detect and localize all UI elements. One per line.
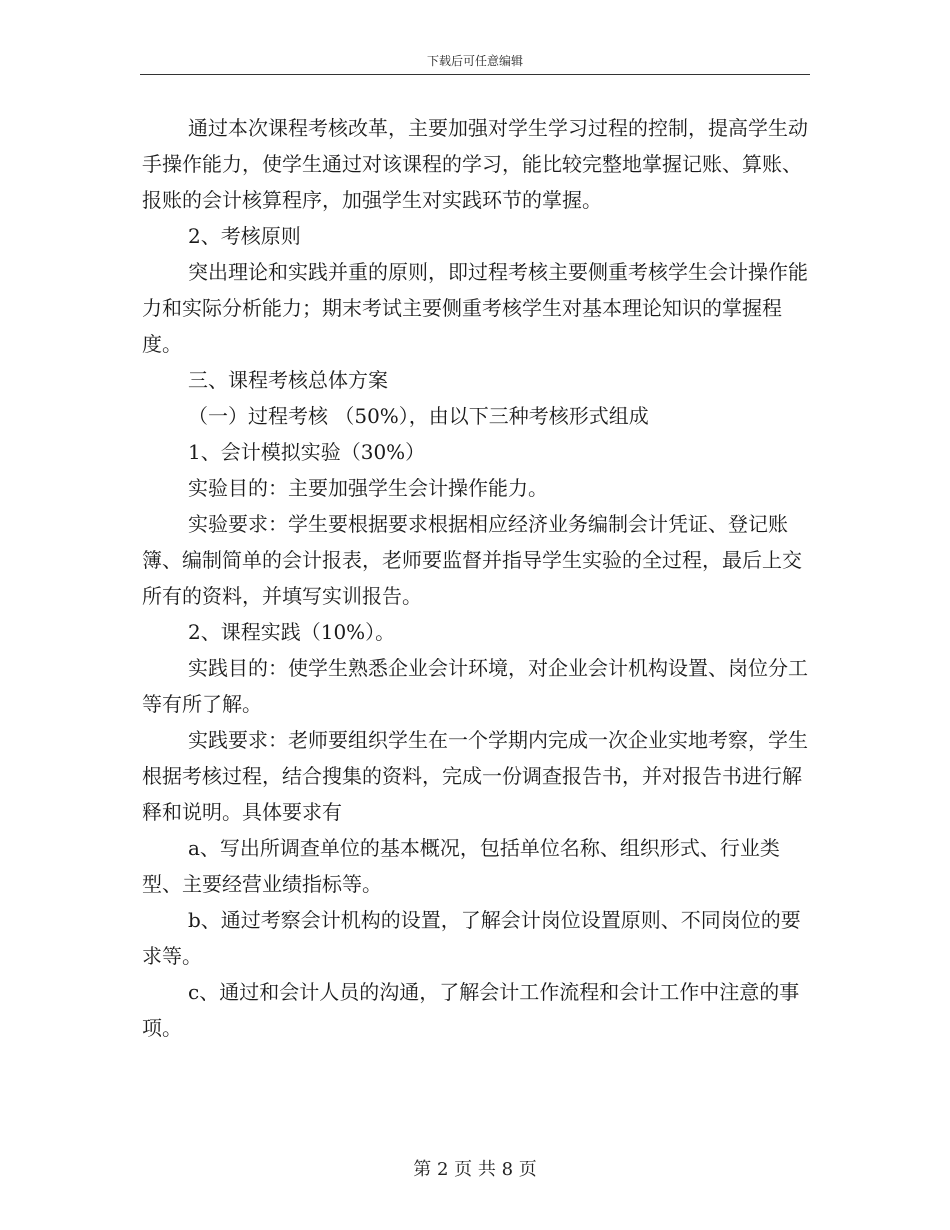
list-item-b: b、通过考察会计机构的设置，了解会计岗位设置原则、不同岗位的要求等。 bbox=[142, 908, 801, 968]
heading-assessment-principles: 2、考核原则 bbox=[188, 224, 301, 248]
page-number-footer: 第 2 页 共 8 页 bbox=[413, 1159, 537, 1180]
list-item-a: a、写出所调查单位的基本概况，包括单位名称、组织形式、行业类型、主要经营业绩指标等。 bbox=[142, 836, 780, 896]
paragraph-experiment-requirements: 实验要求：学生要根据要求根据相应经济业务编制会计凭证、登记账簿、编制简单的会计报表，老师要监督并指导学生实验的全过程，最后上交所有的资料，并填写实训报告。 bbox=[142, 512, 802, 608]
paragraph-intro: 通过本次课程考核改革，主要加强对学生学习过程的控制，提高学生动手操作能力，使学生通过对该课程的学习，能比较完整地掌握记账、算账、报账的会计核算程序，加强学生对实践环节的掌握。 bbox=[142, 116, 808, 212]
paragraph-practice-purpose: 实践目的：使学生熟悉企业会计环境，对企业会计机构设置、岗位分工等有所了解。 bbox=[142, 656, 808, 716]
heading-overall-plan: 三、课程考核总体方案 bbox=[188, 368, 388, 392]
paragraph-practice-requirements: 实践要求：老师要组织学生在一个学期内完成一次企业实地考察，学生根据考核过程，结合搜集的资料，完成一份调查报告书，并对报告书进行解释和说明。具体要求有 bbox=[142, 728, 808, 824]
list-item-c: c、通过和会计人员的沟通，了解会计工作流程和会计工作中注意的事项。 bbox=[142, 980, 800, 1040]
heading-simulation-experiment: 1、会计模拟实验（30%） bbox=[188, 440, 426, 464]
heading-process-assessment: （一）过程考核 （50%），由以下三种考核形式组成 bbox=[188, 404, 649, 428]
paragraph-principles: 突出理论和实践并重的原则，即过程考核主要侧重考核学生会计操作能力和实际分析能力；期末考试主要侧重考核学生对基本理论知识的掌握程度。 bbox=[142, 260, 808, 356]
document-body bbox=[142, 110, 814, 1046]
page-header: 下载后可任意编辑 bbox=[426, 54, 523, 68]
heading-course-practice: 2、课程实践（10%）。 bbox=[188, 620, 396, 644]
paragraph-experiment-purpose: 实验目的：主要加强学生会计操作能力。 bbox=[188, 476, 548, 500]
header-rule bbox=[140, 74, 810, 75]
